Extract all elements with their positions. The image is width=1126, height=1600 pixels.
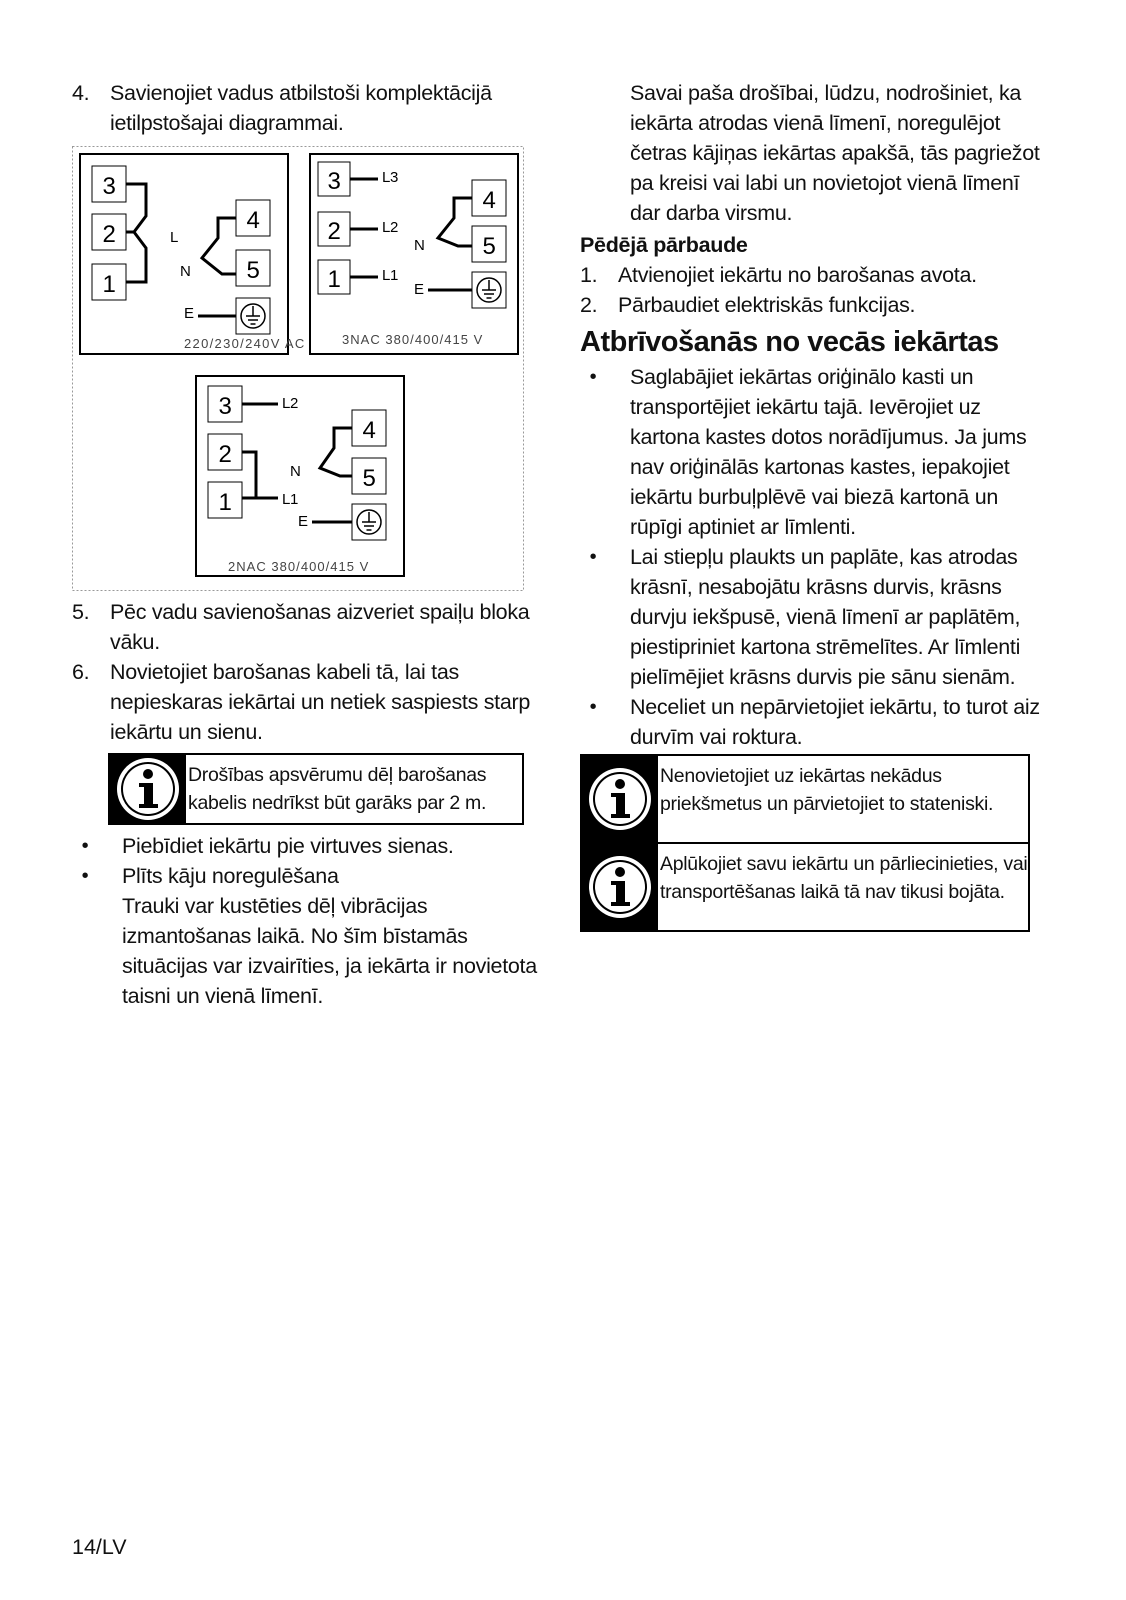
info-icon <box>110 755 186 823</box>
panel-3nac <box>310 154 518 354</box>
ground-icon <box>477 278 501 302</box>
disposal-bullet-3: • Neceliet un nepārvietojiet iekārtu, to turot aiz durvīm vai roktura. <box>589 695 1040 749</box>
svg-text:N: N <box>414 237 425 254</box>
svg-text:L2: L2 <box>382 219 399 236</box>
disposal-heading: Atbrīvošanās no vecās iekārtas <box>580 326 999 358</box>
bullet-text: Trauki var kustēties dēļ vibrācijas izmantošanas laikā. No šīm bīstamās situācijas var izvairīties, ja iekārta ir novietota taisni un vienā līmenī. <box>122 894 537 1008</box>
step-number: 5. <box>72 600 90 624</box>
step-number: 4. <box>72 81 90 105</box>
right-column <box>580 78 1050 932</box>
page-number: 14/LV <box>72 1535 127 1559</box>
note-text: Drošības apsvērumu dēļ barošanas kabelis nedrīkst būt garāks par 2 m. <box>188 764 487 814</box>
disposal-bullet-2: • Lai stiepļu plaukts un paplāte, kas atrodas krāsnī, nesabojātu krāsns durvis, krāsns durvju iekšpusē, vienā līmenī ar paplātēm, piestipriniet kartona strēmelītes. Ar līmlenti pielīmējiet krāsns durvis pie sānu sienām. <box>589 545 1021 689</box>
bullet-text: Piebīdiet iekārtu pie virtuves sienas. <box>122 834 454 858</box>
left-column <box>72 78 542 1011</box>
terminal-5: 5 <box>246 257 260 284</box>
info-note-inspect <box>582 844 1028 930</box>
step-number: 6. <box>72 660 90 684</box>
svg-text:E: E <box>184 305 194 322</box>
caption-2nac: 2NAC 380/400/415 V <box>228 559 368 574</box>
svg-text:E: E <box>298 513 308 530</box>
final-step-1: 1. Atvienojiet iekārtu no barošanas avota. <box>580 263 977 287</box>
info-note-objects <box>582 756 1028 844</box>
svg-text:3: 3 <box>218 393 232 420</box>
info-icon <box>582 756 658 842</box>
terminal-2: 2 <box>102 221 116 248</box>
disposal-bullet-1: • Saglabājiet iekārtas oriģinālo kasti un transportējiet iekārtu tajā. Ievērojiet uz kartona kastes dotos norādījumus. Ja jums nav oriģinālās kartonas kastes, iepakojiet iekārtu burbuļplēvē vai biezā kartonā un rūpīgi aptiniet ar līmlenti. <box>589 365 1027 539</box>
ground-icon <box>357 510 381 534</box>
panel-2nac <box>196 376 404 576</box>
svg-text:N: N <box>180 263 191 280</box>
caption-single-phase: 220/230/240V AC <box>184 336 304 351</box>
terminal-4: 4 <box>246 207 260 234</box>
svg-text:L2: L2 <box>282 395 299 412</box>
terminal-3: 3 <box>102 173 116 200</box>
note-text: Aplūkojiet savu iekārtu un pārliecinieties, vai transportēšanas laikā tā nav tikusi bojāta. <box>660 853 1028 903</box>
panel-single-phase <box>80 154 304 354</box>
wiring-diagram <box>72 146 524 591</box>
caption-3nac: 3NAC 380/400/415 V <box>342 332 482 347</box>
svg-text:N: N <box>290 463 301 480</box>
step-text: Savienojiet vadus atbilstoši komplektācijā ietilpstošajai diagrammai. <box>110 81 492 135</box>
svg-text:2: 2 <box>327 218 341 245</box>
svg-text:5: 5 <box>482 233 496 260</box>
feet-paragraph: Savai paša drošībai, lūdzu, nodrošiniet, ka iekārta atrodas vienā līmenī, noregulējot četras kājiņas iekārtas apakšā, tās pagriežot pa kreisi vai labi un novietojot vienā līmenī dar darba virsmu. <box>630 81 1040 225</box>
svg-text:3: 3 <box>327 168 341 195</box>
info-icon <box>582 844 658 930</box>
note-text: Nenovietojiet uz iekārtas nekādus priekšmetus un pārvietojiet to stateniski. <box>660 765 994 815</box>
svg-text:2: 2 <box>218 441 232 468</box>
svg-text:E: E <box>414 281 424 298</box>
svg-text:5: 5 <box>362 465 376 492</box>
svg-text:L: L <box>170 229 179 246</box>
bullet-feet-adjust: • Plīts kāju noregulēšana Trauki var kustēties dēļ vibrācijas izmantošanas laikā. No šīm bīstamās situācijas var izvairīties, ja iekārta ir novietota taisni un vienā līmenī. <box>72 861 542 1011</box>
svg-text:L1: L1 <box>382 267 399 284</box>
svg-text:L3: L3 <box>382 169 399 186</box>
step-5 <box>72 597 542 657</box>
svg-text:4: 4 <box>362 417 376 444</box>
svg-text:L1: L1 <box>282 491 299 508</box>
terminal-1: 1 <box>102 271 116 298</box>
final-check-heading: Pēdējā pārbaude <box>580 233 748 257</box>
step-text: Pēc vadu savienošanas aizveriet spaiļu bloka vāku. <box>110 600 530 654</box>
svg-text:1: 1 <box>327 266 341 293</box>
bullet-title: Plīts kāju noregulēšana <box>122 864 339 888</box>
ground-icon <box>241 304 265 328</box>
bullet-push-to-wall: • Piebīdiet iekārtu pie virtuves sienas. <box>81 834 454 858</box>
svg-text:1: 1 <box>218 489 232 516</box>
final-step-2: 2. Pārbaudiet elektriskās funkcijas. <box>580 293 916 317</box>
step-6 <box>72 657 542 747</box>
disposal-notes <box>580 754 1030 932</box>
step-4 <box>72 78 542 138</box>
svg-text:4: 4 <box>482 187 496 214</box>
step-text: Novietojiet barošanas kabeli tā, lai tas nepieskaras iekārtai un netiek saspiests starp iekārtu un sienu. <box>110 660 531 744</box>
info-note-cable <box>108 753 524 825</box>
